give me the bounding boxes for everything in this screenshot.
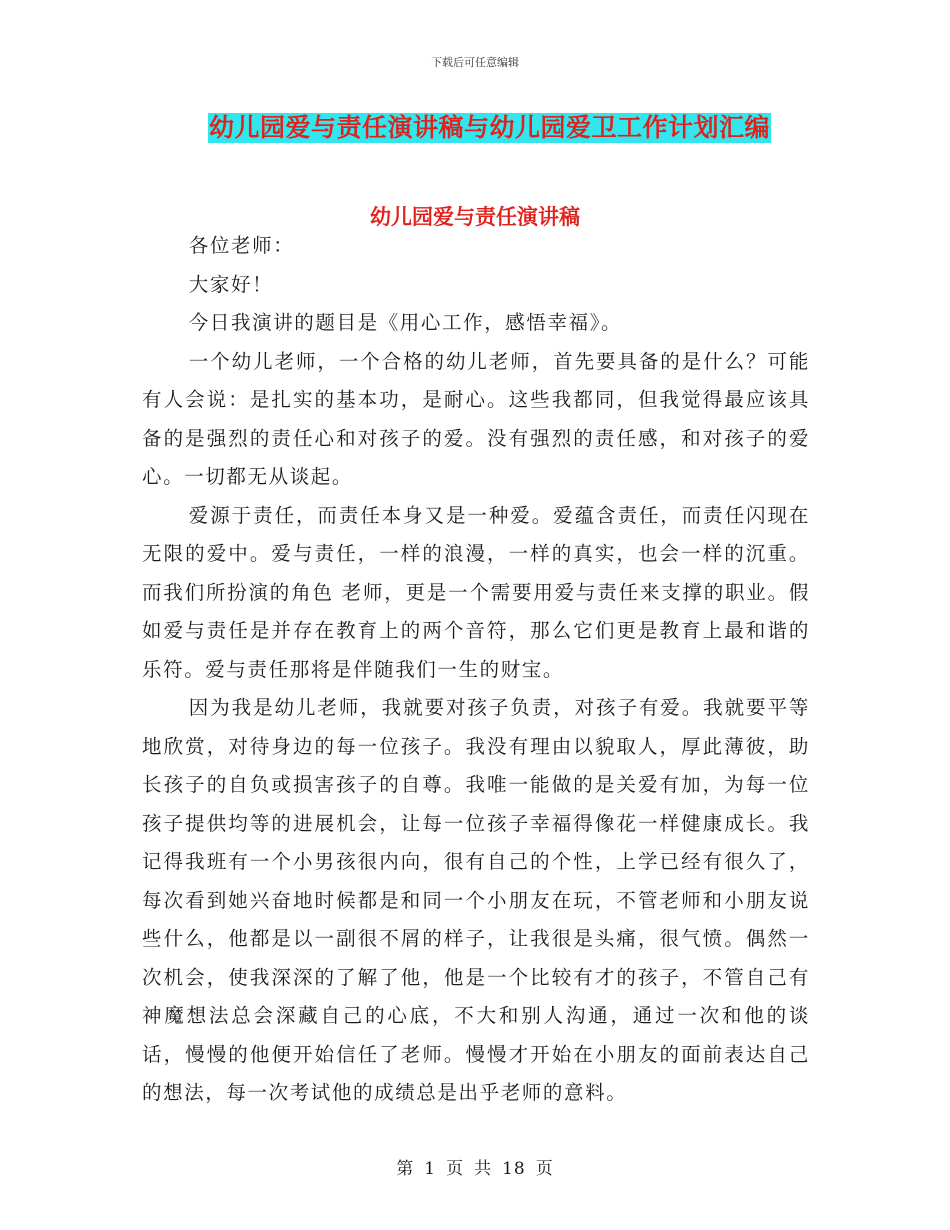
page-number-footer bbox=[0, 1154, 950, 1179]
footer-prefix: 第 bbox=[396, 1159, 415, 1179]
header-note: 下载后可任意编辑 bbox=[431, 56, 519, 69]
footer-suffix: 页 bbox=[535, 1159, 554, 1179]
paragraph-topic: 今日我演讲的题目是《用心工作，感悟幸福》。 bbox=[188, 311, 623, 334]
document-title: 幼儿园爱与责任演讲稿与幼儿园爱卫工作计划汇编 bbox=[209, 113, 771, 142]
paragraph: 爱源于责任，而责任本身又是一种爱。爱蕴含责任，而责任闪现在无限的爱中。爱与责任，一样的浪漫，一样的真实，也会一样的沉重。而我们所扮演的角色 老师，更是一个需要用爱与责任来支撑的职业。假如爱与责任是并存在教育上的两个音符，那么它们更是教育上最和谐的乐符。爱与责任那将是伴随我们一生的财宝。 bbox=[142, 503, 810, 681]
paragraph-greeting: 各位老师： bbox=[188, 234, 295, 257]
footer-total-pages: 18 bbox=[502, 1159, 526, 1179]
footer-total-word: 共 bbox=[474, 1159, 493, 1179]
footer-current-page: 1 bbox=[424, 1159, 437, 1179]
section-title: 幼儿园爱与责任演讲稿 bbox=[370, 204, 580, 229]
footer-page-word: 页 bbox=[446, 1159, 465, 1179]
paragraph: 一个幼儿老师，一个合格的幼儿老师，首先要具备的是什么？可能有人会说：是扎实的基本功，是耐心。这些我都同，但我觉得最应该具备的是强烈的责任心和对孩子的爱。没有强烈的责任感，和对孩子的爱心。一切都无从谈起。 bbox=[142, 349, 810, 488]
paragraph-salutation: 大家好！ bbox=[188, 272, 274, 296]
paragraph: 因为我是幼儿老师，我就要对孩子负责，对孩子有爱。我就要平等地欣赏，对待身边的每一位孩子。我没有理由以貌取人，厚此薄彼，助长孩子的自负或损害孩子的自尊。我唯一能做的是关爱有加，为每一位孩子提供均等的进展机会，让每一位孩子幸福得像花一样健康成长。我记得我班有一个小男孩很内向，很有自己的个性，上学已经有很久了，每次看到她兴奋地时候都是和同一个小朋友在玩，不管老师和小朋友说些什么，他都是以一副很不屑的样子，让我很是头痛，很气愤。偶然一次机会，使我深深的了解了他，他是一个比较有才的孩子，不管自己有神魔想法总会深藏自己的心底，不大和别人沟通，通过一次和他的谈话，慢慢的他便开始信任了老师。慢慢才开始在小朋友的面前表达自己的想法，每一次考试他的成绩总是出乎老师的意料。 bbox=[142, 696, 810, 1104]
document-body bbox=[142, 227, 810, 1113]
document-title-container bbox=[208, 113, 771, 143]
